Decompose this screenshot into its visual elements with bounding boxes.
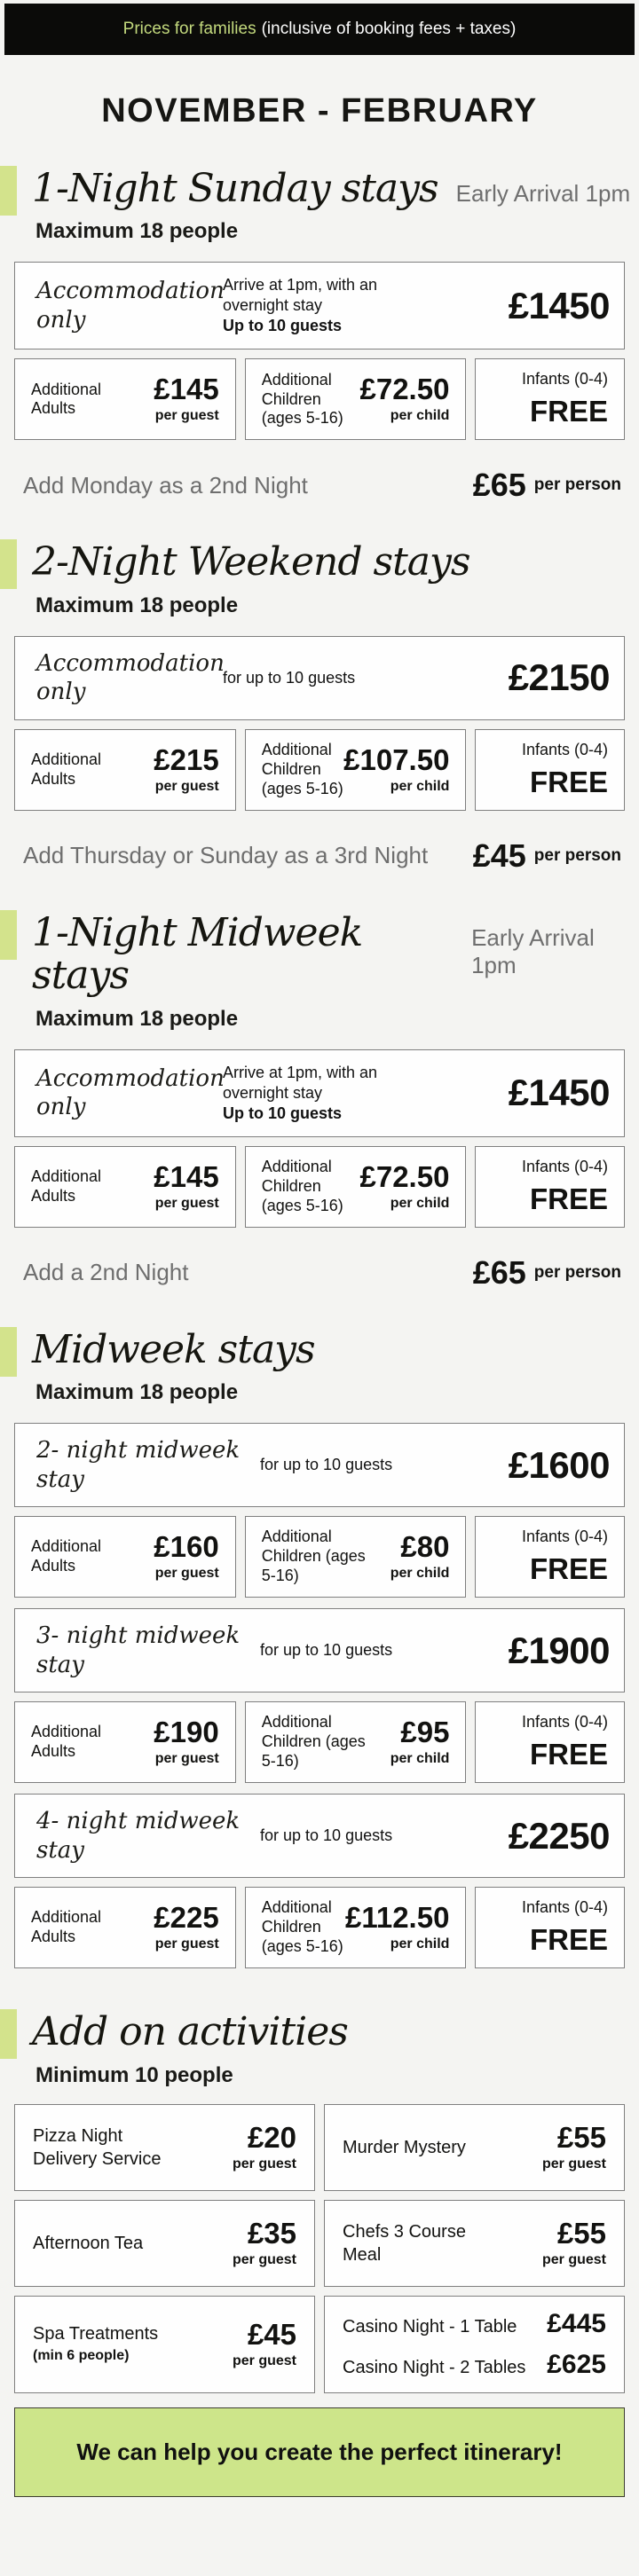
accommodation-label: Accommodation only <box>36 649 225 706</box>
activity-box-spa <box>14 2296 315 2393</box>
additional-children-price-block <box>360 374 450 424</box>
additional-adults-box <box>14 1887 236 1968</box>
additional-adults-price: £145 <box>154 373 219 406</box>
addon-night-unit: per person <box>533 475 621 495</box>
section-title-midweek: Midweek stays <box>32 1326 315 1372</box>
additional-children-label-text: Additional Children <box>261 1898 332 1936</box>
additional-adults-box <box>14 358 236 440</box>
additional-adults-label: Additional Adults <box>31 1537 102 1575</box>
midweek-stay-price: £1900 <box>508 1629 610 1671</box>
additional-children-label-text: Additional Children <box>261 1528 332 1566</box>
infants-label: Infants (0-4) <box>521 1528 608 1546</box>
accommodation-desc-text: Arrive at 1pm, with an overnight stay <box>223 276 378 315</box>
section-midweek-header <box>0 1326 639 1372</box>
accommodation-desc: for up to 10 guests <box>223 668 356 687</box>
addon-night-price-block <box>473 837 621 875</box>
prices-banner-highlight: Prices for families <box>122 20 256 38</box>
additional-children-price-block <box>390 1532 450 1582</box>
addon-night-unit: per person <box>533 1262 621 1282</box>
midweek-2night-row <box>14 1423 625 1507</box>
additional-children-label-text: Additional Children <box>261 740 332 778</box>
addon-night-line-sunday <box>23 467 621 504</box>
additional-children-box <box>245 729 467 811</box>
capacity-note: Maximum 18 people <box>36 1380 239 1405</box>
additional-children-label <box>262 1158 360 1216</box>
accommodation-label: Accommodation only <box>36 1064 225 1121</box>
page-title: NOVEMBER - FEBRUARY <box>101 92 538 130</box>
activity-price: £55 <box>556 2216 606 2250</box>
midweek-stay-desc: for up to 10 guests <box>260 1641 393 1660</box>
infants-price: FREE <box>529 395 608 428</box>
capacity-note: Minimum 10 people <box>36 2062 233 2087</box>
accommodation-row-weekend <box>14 636 625 720</box>
additional-children-ages: (ages 5-16) <box>261 1732 366 1771</box>
section-midweek1-header <box>0 909 639 999</box>
addon-night-line-midweek1 <box>23 1254 621 1292</box>
section-title-weekend: 2-Night Weekend stays <box>32 539 470 585</box>
prices-banner-rest: (inclusive of booking fees + taxes) <box>261 20 517 38</box>
activities-grid <box>14 2104 625 2393</box>
infants-box <box>475 729 625 811</box>
green-accent-bar <box>0 910 17 960</box>
additional-adults-label: Additional Adults <box>31 1166 102 1205</box>
infants-price: FREE <box>529 1552 608 1586</box>
infants-label: Infants (0-4) <box>521 370 608 389</box>
accommodation-price: £1450 <box>508 1072 610 1114</box>
additional-adults-price: £215 <box>154 742 219 776</box>
addon-night-price: £65 <box>472 1253 526 1291</box>
additional-adults-price-block <box>154 1159 219 1212</box>
additional-children-price-block <box>343 742 450 795</box>
section-activities-header <box>0 2011 639 2054</box>
activity-box-chefs-meal <box>324 2200 625 2287</box>
additional-children-label <box>262 1528 367 1586</box>
additional-children-ages: (ages 5-16) <box>261 1937 343 1956</box>
early-arrival-note: Early Arrival 1pm <box>471 923 595 978</box>
early-arrival-note: Early Arrival 1pm <box>455 180 631 207</box>
infants-price: FREE <box>529 765 608 798</box>
additional-children-price: £112.50 <box>344 1901 450 1935</box>
activity-unit: per guest <box>541 2156 606 2172</box>
section-title-midweek1: 1-Night Midweek stays <box>32 909 363 999</box>
midweek-4night-row <box>14 1794 625 1878</box>
midweek-stay-label: 3- night midweek stay <box>36 1622 241 1678</box>
infants-price: FREE <box>529 1738 608 1771</box>
additional-children-label <box>262 371 360 429</box>
addon-night-unit: per person <box>533 845 621 865</box>
additional-adults-label: Additional Adults <box>31 380 102 418</box>
capacity-note: Maximum 18 people <box>36 593 239 617</box>
additional-adults-label: Additional Adults <box>31 1723 102 1761</box>
addon-night-price-block <box>473 1254 621 1292</box>
activity-unit: per guest <box>232 2251 296 2267</box>
extras-row-midweek-2night <box>14 1516 625 1598</box>
activity-label: Murder Mystery <box>343 2137 466 2157</box>
additional-children-unit: per child <box>390 1751 450 1767</box>
accommodation-row-sunday <box>14 262 625 349</box>
infants-box <box>475 1887 625 1968</box>
accommodation-desc-bold: Up to 10 guests <box>223 1103 343 1122</box>
additional-children-label-text: Additional Children <box>261 1157 332 1195</box>
activity-label-text: Spa Treatments <box>33 2324 159 2344</box>
casino-label: Casino Night - 1 Table <box>343 2316 517 2336</box>
additional-adults-unit: per guest <box>154 1751 219 1767</box>
extras-row-weekend <box>14 729 625 811</box>
midweek-stay-label: 4- night midweek stay <box>36 1808 241 1864</box>
additional-children-box <box>245 1146 467 1228</box>
additional-adults-price-block <box>154 1717 218 1767</box>
additional-adults-label: Additional Adults <box>31 750 102 788</box>
activity-price-block <box>232 2120 296 2172</box>
extras-row-sunday <box>14 358 625 440</box>
additional-adults-unit: per guest <box>154 1566 219 1582</box>
section-title-activities: Add on activities <box>32 2009 348 2055</box>
midweek-stay-desc: for up to 10 guests <box>260 1826 393 1845</box>
activity-label: Chefs 3 Course Meal <box>343 2221 466 2265</box>
addon-night-label: Add Monday as a 2nd Night <box>23 471 308 499</box>
green-accent-bar <box>0 2009 17 2059</box>
additional-children-price: £72.50 <box>359 1159 450 1193</box>
activity-box-pizza <box>14 2104 315 2191</box>
green-accent-bar <box>0 539 17 589</box>
accommodation-desc-text: Arrive at 1pm, with an overnight stay <box>223 1063 378 1102</box>
activity-price: £35 <box>247 2216 296 2250</box>
infants-box <box>475 358 625 440</box>
extras-row-midweek1 <box>14 1146 625 1228</box>
additional-children-price-block <box>359 1159 450 1212</box>
green-accent-bar <box>0 1327 17 1377</box>
infants-price: FREE <box>529 1923 608 1957</box>
additional-children-unit: per child <box>390 1936 450 1952</box>
additional-adults-price-block <box>154 374 218 424</box>
accommodation-row-midweek1 <box>14 1049 625 1137</box>
additional-adults-unit: per guest <box>154 1195 219 1211</box>
additional-children-price: £107.50 <box>343 742 450 776</box>
activity-box-murder-mystery <box>324 2104 625 2191</box>
additional-children-ages: (ages 5-16) <box>261 409 343 428</box>
additional-adults-box <box>14 1146 236 1228</box>
midweek-stay-desc: for up to 10 guests <box>260 1456 393 1474</box>
additional-children-label-text: Additional Children <box>261 1713 332 1751</box>
infants-label: Infants (0-4) <box>521 1713 608 1732</box>
additional-adults-price-block <box>154 742 219 795</box>
capacity-note: Maximum 18 people <box>36 1006 239 1031</box>
additional-adults-label: Additional Adults <box>31 1908 102 1946</box>
section-weekend-header <box>0 541 639 584</box>
infants-price: FREE <box>529 1182 608 1215</box>
accommodation-desc <box>223 1063 439 1124</box>
section-title-sunday: 1-Night Sunday stays <box>32 166 438 211</box>
infants-label: Infants (0-4) <box>521 1898 608 1917</box>
prices-banner <box>4 4 635 55</box>
additional-children-unit: per child <box>390 408 450 424</box>
additional-children-box <box>245 1887 467 1968</box>
addon-night-price: £65 <box>472 467 526 504</box>
casino-row-1 <box>343 2309 606 2339</box>
midweek-3night-row <box>14 1608 625 1692</box>
activity-unit: per guest <box>232 2352 296 2368</box>
accommodation-price: £1450 <box>508 284 610 326</box>
additional-adults-unit: per guest <box>154 408 219 424</box>
additional-adults-price: £190 <box>154 1716 219 1749</box>
casino-row-2 <box>343 2350 606 2380</box>
additional-adults-box <box>14 1516 236 1598</box>
additional-adults-price: £160 <box>154 1530 219 1564</box>
additional-children-unit: per child <box>390 1195 450 1211</box>
activity-price: £45 <box>247 2317 296 2351</box>
activity-price: £55 <box>556 2120 606 2154</box>
infants-label: Infants (0-4) <box>521 740 608 758</box>
additional-adults-price-block <box>154 1903 218 1952</box>
activity-box-afternoon-tea <box>14 2200 315 2287</box>
additional-children-price: £72.50 <box>359 373 450 406</box>
itinerary-banner: We can help you create the perfect itinerary! <box>14 2407 625 2497</box>
infants-box <box>475 1516 625 1598</box>
addon-night-price-block <box>473 467 621 504</box>
addon-night-label: Add Thursday or Sunday as a 3rd Night <box>23 842 429 869</box>
additional-children-box <box>245 358 467 440</box>
additional-adults-price-block <box>154 1532 218 1582</box>
additional-adults-price: £225 <box>154 1901 219 1935</box>
infants-box <box>475 1701 625 1783</box>
additional-children-label-text: Additional Children <box>261 370 332 408</box>
additional-children-price-block <box>390 1717 450 1767</box>
midweek-stay-label: 2- night midweek stay <box>36 1437 241 1493</box>
accommodation-label: Accommodation only <box>36 278 225 334</box>
additional-adults-box <box>14 1701 236 1783</box>
infants-box <box>475 1146 625 1228</box>
midweek-stay-price: £2250 <box>508 1814 610 1857</box>
casino-label: Casino Night - 2 Tables <box>343 2357 526 2377</box>
additional-children-box <box>245 1516 467 1598</box>
additional-children-price: £80 <box>400 1530 450 1564</box>
additional-children-box <box>245 1701 467 1783</box>
additional-adults-unit: per guest <box>154 1936 219 1952</box>
extras-row-midweek-4night <box>14 1887 625 1968</box>
activity-label: Afternoon Tea <box>33 2233 144 2253</box>
addon-night-label: Add a 2nd Night <box>23 1259 189 1286</box>
additional-adults-box <box>14 729 236 811</box>
additional-children-ages: (ages 5-16) <box>261 779 343 797</box>
additional-adults-unit: per guest <box>154 778 219 794</box>
additional-children-ages: (ages 5-16) <box>261 1196 343 1214</box>
extras-row-midweek-3night <box>14 1701 625 1783</box>
activity-unit: per guest <box>232 2156 296 2172</box>
infants-label: Infants (0-4) <box>521 1157 608 1175</box>
additional-children-price-block <box>345 1903 449 1952</box>
midweek-stay-price: £1600 <box>508 1443 610 1486</box>
additional-children-price: £95 <box>400 1716 450 1749</box>
section-sunday-header <box>0 168 639 210</box>
activity-price-block <box>232 2317 296 2369</box>
capacity-note: Maximum 18 people <box>36 219 239 244</box>
accommodation-price: £2150 <box>508 656 610 699</box>
additional-children-unit: per child <box>390 778 450 794</box>
activity-price-block <box>541 2120 606 2172</box>
casino-price: £445 <box>547 2308 606 2338</box>
additional-children-ages: (ages 5-16) <box>261 1547 366 1585</box>
activity-label: Pizza Night Delivery Service <box>33 2125 162 2169</box>
additional-children-label <box>262 741 343 799</box>
activity-price: £20 <box>247 2120 296 2154</box>
activity-price-block <box>232 2216 296 2268</box>
additional-children-label <box>262 1713 367 1771</box>
addon-night-line-weekend <box>23 837 621 875</box>
activity-min-note: (min 6 people) <box>33 2348 130 2364</box>
activity-box-casino <box>324 2296 625 2393</box>
addon-night-price: £45 <box>472 836 526 874</box>
activity-unit: per guest <box>541 2251 606 2267</box>
accommodation-desc-bold: Up to 10 guests <box>223 317 343 335</box>
casino-price: £625 <box>547 2349 606 2379</box>
additional-children-label <box>262 1898 345 1957</box>
green-accent-bar <box>0 166 17 216</box>
additional-children-unit: per child <box>390 1566 450 1582</box>
accommodation-desc <box>223 275 439 336</box>
activity-price-block <box>541 2216 606 2268</box>
activity-label <box>33 2322 158 2366</box>
additional-adults-price: £145 <box>154 1159 219 1193</box>
